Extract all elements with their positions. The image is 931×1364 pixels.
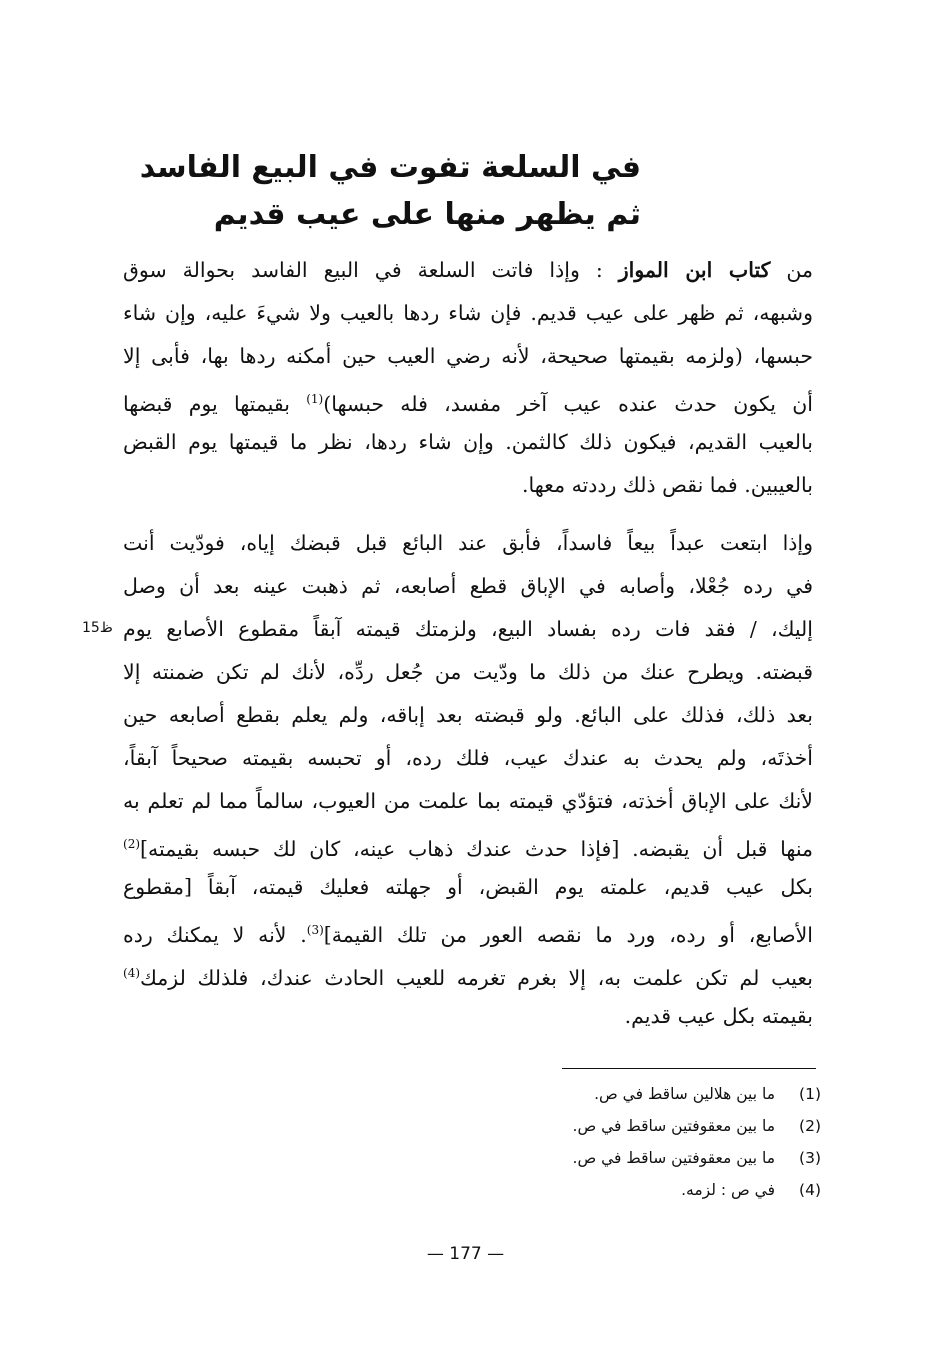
source-prefix: من bbox=[770, 258, 814, 282]
footnote-ref-2: (2) bbox=[123, 837, 141, 851]
footnote-separator bbox=[562, 1068, 816, 1069]
footnote-ref-1: (1) bbox=[306, 392, 324, 406]
footnote-text: ما بين معقوفتين ساقط في ص. bbox=[572, 1117, 775, 1135]
footnote-text: ما بين هلالين ساقط في ص. bbox=[594, 1085, 775, 1103]
footnote-number: (3) bbox=[799, 1149, 821, 1167]
paragraph2-line12: بقيمته بكل عيب قديم. bbox=[624, 1004, 813, 1028]
footnote-1 bbox=[421, 1085, 821, 1103]
paragraph2-line2: في رده جُعْلا، وأصابه في الإباق قطع أصابعه، ثم ذهبت عينه بعد أن وصل bbox=[123, 574, 813, 598]
paragraph2-line8-text: منها قبل أن يقبضه. [فإذا حدث عندك ذهاب عينه، كان لك حبسه بقيمته] bbox=[140, 836, 813, 861]
paragraph2-line10-text: الأصابع، أو رده، ورد ما نقصه العور من تلك القيمة] bbox=[323, 922, 813, 947]
paragraph2-line6: أخذتَه، ولم يحدث به عندك عيب، فلك رده، أو تحبسه بقيمته صحيحاً آبقاً، bbox=[123, 746, 813, 770]
paragraph1-line4-rest: بقيمتها يوم قبضها bbox=[123, 391, 307, 416]
footnote-text: ما بين معقوفتين ساقط في ص. bbox=[572, 1149, 775, 1167]
paragraph2-line11 bbox=[123, 958, 813, 993]
page-number: — 177 — bbox=[426, 1244, 505, 1264]
paragraph2-line4: قبضته. ويطرح عنك من ذلك ما ودّيت من جُعل ردِّه، لأنك لم تكن ضمنته إلا bbox=[123, 660, 813, 684]
paragraph2-line10-rest: . لأنه لا يمكنك رده bbox=[123, 922, 307, 947]
margin-folio-note: ظ15 bbox=[82, 620, 113, 636]
footnote-3 bbox=[421, 1149, 821, 1167]
paragraph1-line6: بالعيبين. فما نقص ذلك رددته معها. bbox=[521, 473, 813, 497]
paragraph1-line1-text: : وإذا فاتت السلعة في البيع الفاسد بحوالة سوق bbox=[123, 258, 619, 282]
footnote-number: (4) bbox=[799, 1181, 821, 1199]
chapter-title-line2: ثم يظهر منها على عيب قديم bbox=[213, 197, 641, 232]
chapter-title-line1: في السلعة تفوت في البيع الفاسد bbox=[139, 150, 641, 185]
paragraph2-line7: لأنك على الإباق أخذته، فتؤدّي قيمته بما علمت من العيوب، سالماً مما لم تعلم به bbox=[123, 789, 813, 813]
paragraph2-line5: بعد ذلك، فذلك على البائع. ولو قبضته بعد إباقه، ولم يعلم بقطع أصابعه حين bbox=[123, 703, 813, 727]
footnote-number: (2) bbox=[799, 1117, 821, 1135]
paragraph1-line1 bbox=[123, 255, 813, 285]
paragraph2-line8 bbox=[123, 829, 813, 864]
footnote-2 bbox=[421, 1117, 821, 1135]
footnote-ref-3: (3) bbox=[306, 923, 324, 937]
footnote-4 bbox=[421, 1181, 821, 1199]
footnote-text: في ص : لزمه. bbox=[681, 1181, 775, 1199]
paragraph1-line4-text: أن يكون حدث عنده عيب آخر مفسد، فله حبسها) bbox=[323, 391, 813, 416]
paragraph2-line9: بكل عيب قديم، علمته يوم القبض، أو جهلته فعليك قيمته، آبقاً [مقطوع bbox=[123, 875, 813, 899]
paragraph1-line2: وشبهه، ثم ظهر على عيب قديم. فإن شاء ردها بالعيب ولا شيءَ عليه، وإن شاء bbox=[123, 301, 813, 325]
paragraph1-line4 bbox=[123, 384, 813, 419]
paragraph2-line10 bbox=[123, 915, 813, 950]
paragraph2-line1: وإذا ابتعت عبداً بيعاً فاسداً، فأبق عند البائع قبل قبضك إياه، فودّيت أنت bbox=[123, 531, 813, 555]
footnote-ref-4: (4) bbox=[123, 966, 141, 980]
paragraph2-line11-text: بعيب لم تكن علمت به، إلا بغرم تغرمه للعيب الحادث عندك، فلذلك لزمك bbox=[140, 965, 813, 990]
footnote-number: (1) bbox=[799, 1085, 821, 1103]
paragraph2-line3: إليك، / فقد فات رده بفساد البيع، ولزمتك قيمته آبقاً مقطوع الأصابع يوم bbox=[123, 617, 813, 641]
paragraph1-line3: حبسها، (ولزمه بقيمتها صحيحة، لأنه رضي العيب حين أمكنه ردها بها، فأبى إلا bbox=[123, 344, 813, 368]
source-book-title: كتاب ابن المواز bbox=[618, 258, 771, 282]
paragraph1-line5: بالعيب القديم، فيكون ذلك كالثمن. وإن شاء ردها، نظر ما قيمتها يوم القبض bbox=[123, 430, 813, 454]
